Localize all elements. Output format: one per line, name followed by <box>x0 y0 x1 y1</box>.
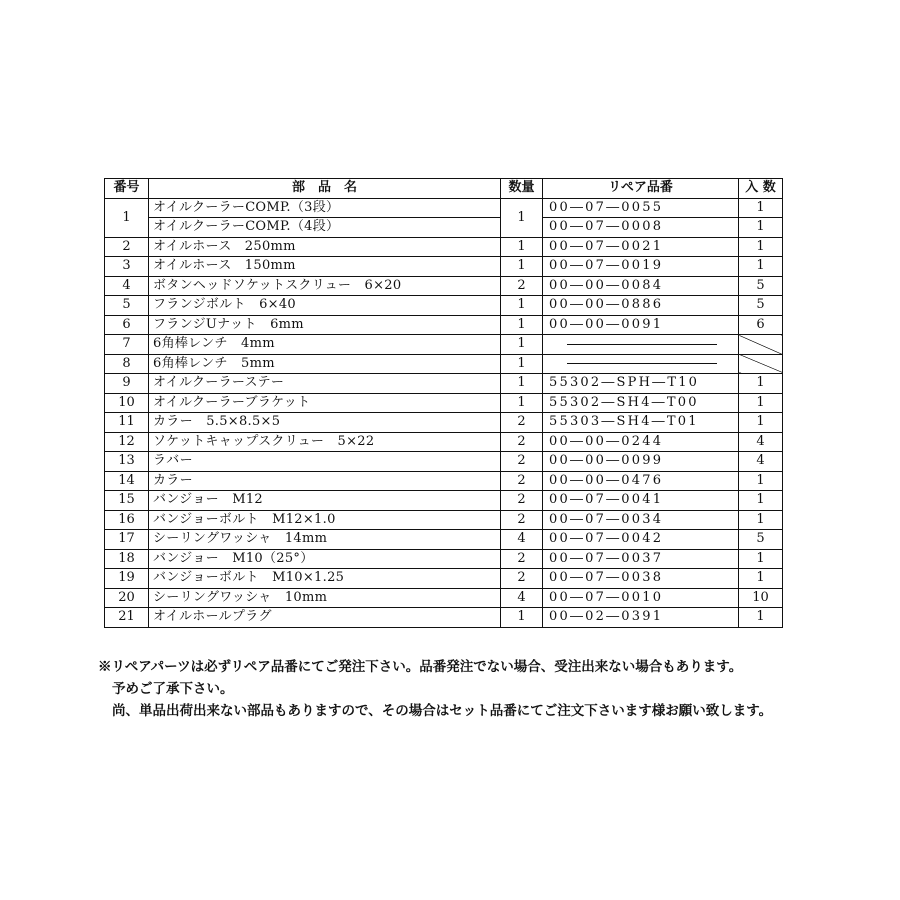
table-row <box>105 296 783 316</box>
row-qty: 2 <box>501 569 543 589</box>
table-row <box>105 413 783 433</box>
row-qty: 1 <box>501 198 543 237</box>
row-no: 10 <box>105 393 149 413</box>
table-row <box>105 276 783 296</box>
row-qty: 2 <box>501 549 543 569</box>
header-row <box>105 179 783 199</box>
row-part-number: 55302―SH4―T00 <box>543 393 739 413</box>
note-line-3: 尚、単品出荷出来ない部品もありますので、その場合はセット品番にてご注文下さいます様お願い致します。 <box>112 703 773 719</box>
row-no: 12 <box>105 432 149 452</box>
row-qty: 2 <box>501 471 543 491</box>
row-part-number: 00―00―0244 <box>543 432 739 452</box>
row-part-number: 00―07―0034 <box>543 510 739 530</box>
row-qty: 1 <box>501 296 543 316</box>
row-pack: 1 <box>739 257 783 277</box>
row-pack: 1 <box>739 569 783 589</box>
row-part-number: 00―00―0099 <box>543 452 739 472</box>
row-no: 18 <box>105 549 149 569</box>
row-qty: 1 <box>501 335 543 355</box>
row-no: 15 <box>105 491 149 511</box>
table-row <box>105 257 783 277</box>
pack-not-applicable <box>739 354 783 374</box>
row-pack: 1 <box>739 413 783 433</box>
row-pack: 4 <box>739 452 783 472</box>
row-no: 14 <box>105 471 149 491</box>
table-row <box>105 588 783 608</box>
row-no: 20 <box>105 588 149 608</box>
row-pack: 1 <box>739 471 783 491</box>
part-number-not-applicable <box>543 335 739 355</box>
row-no: 4 <box>105 276 149 296</box>
row-pack: 4 <box>739 432 783 452</box>
row-name: バンジョーボルト M10×1.25 <box>149 569 501 589</box>
row-no: 21 <box>105 608 149 628</box>
row-part-number: 00―07―0010 <box>543 588 739 608</box>
row-pack: 1 <box>739 393 783 413</box>
row-qty: 1 <box>501 393 543 413</box>
row-name: 6角棒レンチ 5mm <box>149 354 501 374</box>
row-name: オイルクーラーCOMP.（4段） <box>149 218 501 238</box>
row-qty: 2 <box>501 491 543 511</box>
row-qty: 2 <box>501 276 543 296</box>
row-pack: 1 <box>739 608 783 628</box>
row-part-number: 55303―SH4―T01 <box>543 413 739 433</box>
table-row <box>105 315 783 335</box>
row-name: オイルクーラーステー <box>149 374 501 394</box>
table-row <box>105 393 783 413</box>
row-no: 11 <box>105 413 149 433</box>
table-row <box>105 237 783 257</box>
row-part-number: 55302―SPH―T10 <box>543 374 739 394</box>
header-pack: 入 数 <box>739 179 783 199</box>
row-no: 2 <box>105 237 149 257</box>
row-name: オイルクーラーブラケット <box>149 393 501 413</box>
table-row <box>105 218 783 238</box>
dash-line <box>567 363 717 364</box>
row-no: 8 <box>105 354 149 374</box>
row-name: 6角棒レンチ 4mm <box>149 335 501 355</box>
row-pack: 1 <box>739 491 783 511</box>
row-name: ボタンヘッドソケットスクリュー 6×20 <box>149 276 501 296</box>
row-part-number: 00―02―0391 <box>543 608 739 628</box>
row-name: カラー 5.5×8.5×5 <box>149 413 501 433</box>
row-no: 1 <box>105 198 149 237</box>
notes <box>98 656 818 722</box>
table-row <box>105 569 783 589</box>
row-name: フランジUナット 6mm <box>149 315 501 335</box>
row-part-number: 00―00―0084 <box>543 276 739 296</box>
row-part-number: 00―07―0038 <box>543 569 739 589</box>
row-pack: 1 <box>739 237 783 257</box>
header-no: 番号 <box>105 179 149 199</box>
row-qty: 1 <box>501 315 543 335</box>
row-name: シーリングワッシャ 14mm <box>149 530 501 550</box>
row-qty: 1 <box>501 237 543 257</box>
pack-not-applicable <box>739 335 783 355</box>
row-part-number: 00―00―0476 <box>543 471 739 491</box>
table-row <box>105 198 783 218</box>
row-no: 9 <box>105 374 149 394</box>
table-row <box>105 510 783 530</box>
dash-line <box>567 344 717 345</box>
row-no: 19 <box>105 569 149 589</box>
row-qty: 1 <box>501 257 543 277</box>
row-pack: 1 <box>739 510 783 530</box>
row-qty: 1 <box>501 608 543 628</box>
header-name: 部 品 名 <box>149 179 501 199</box>
row-no: 3 <box>105 257 149 277</box>
row-name: オイルホース 150mm <box>149 257 501 277</box>
parts-table <box>104 178 783 628</box>
row-name: ラバー <box>149 452 501 472</box>
table-row <box>105 471 783 491</box>
row-part-number: 00―07―0021 <box>543 237 739 257</box>
row-qty: 4 <box>501 588 543 608</box>
table-row <box>105 491 783 511</box>
row-name: オイルクーラーCOMP.（3段） <box>149 198 501 218</box>
row-no: 5 <box>105 296 149 316</box>
row-qty: 2 <box>501 413 543 433</box>
row-name: シーリングワッシャ 10mm <box>149 588 501 608</box>
row-pack: 1 <box>739 198 783 218</box>
table-row <box>105 354 783 374</box>
table-row <box>105 608 783 628</box>
note-line-1: ※リペアパーツは必ずリペア品番にてご発注下さい。品番発注でない場合、受注出来ない場合もあります。 <box>98 659 743 675</box>
row-name: カラー <box>149 471 501 491</box>
row-pack: 5 <box>739 296 783 316</box>
table-row <box>105 549 783 569</box>
note-line-2: 予めご了承下さい。 <box>112 681 234 697</box>
row-part-number: 00―00―0886 <box>543 296 739 316</box>
row-name: オイルホールプラグ <box>149 608 501 628</box>
row-part-number: 00―07―0041 <box>543 491 739 511</box>
row-pack: 5 <box>739 276 783 296</box>
row-qty: 2 <box>501 510 543 530</box>
row-part-number: 00―07―0019 <box>543 257 739 277</box>
row-name: ソケットキャップスクリュー 5×22 <box>149 432 501 452</box>
header-part-number: リペア品番 <box>543 179 739 199</box>
row-no: 13 <box>105 452 149 472</box>
row-part-number: 00―07―0008 <box>543 218 739 238</box>
row-name: バンジョーボルト M12×1.0 <box>149 510 501 530</box>
row-part-number: 00―07―0042 <box>543 530 739 550</box>
row-no: 7 <box>105 335 149 355</box>
table-row <box>105 432 783 452</box>
row-name: バンジョー M10（25°） <box>149 549 501 569</box>
header-qty: 数量 <box>501 179 543 199</box>
row-name: フランジボルト 6×40 <box>149 296 501 316</box>
table-row <box>105 374 783 394</box>
row-qty: 2 <box>501 432 543 452</box>
row-name: オイルホース 250mm <box>149 237 501 257</box>
part-number-not-applicable <box>543 354 739 374</box>
row-no: 17 <box>105 530 149 550</box>
row-qty: 1 <box>501 354 543 374</box>
row-no: 6 <box>105 315 149 335</box>
row-pack: 5 <box>739 530 783 550</box>
row-pack: 1 <box>739 374 783 394</box>
row-qty: 2 <box>501 452 543 472</box>
row-name: バンジョー M12 <box>149 491 501 511</box>
table-row <box>105 452 783 472</box>
row-pack: 6 <box>739 315 783 335</box>
row-no: 16 <box>105 510 149 530</box>
row-pack: 10 <box>739 588 783 608</box>
row-part-number: 00―00―0091 <box>543 315 739 335</box>
row-qty: 1 <box>501 374 543 394</box>
table-row <box>105 530 783 550</box>
row-pack: 1 <box>739 218 783 238</box>
table-row <box>105 335 783 355</box>
row-qty: 4 <box>501 530 543 550</box>
row-pack: 1 <box>739 549 783 569</box>
row-part-number: 00―07―0055 <box>543 198 739 218</box>
row-part-number: 00―07―0037 <box>543 549 739 569</box>
